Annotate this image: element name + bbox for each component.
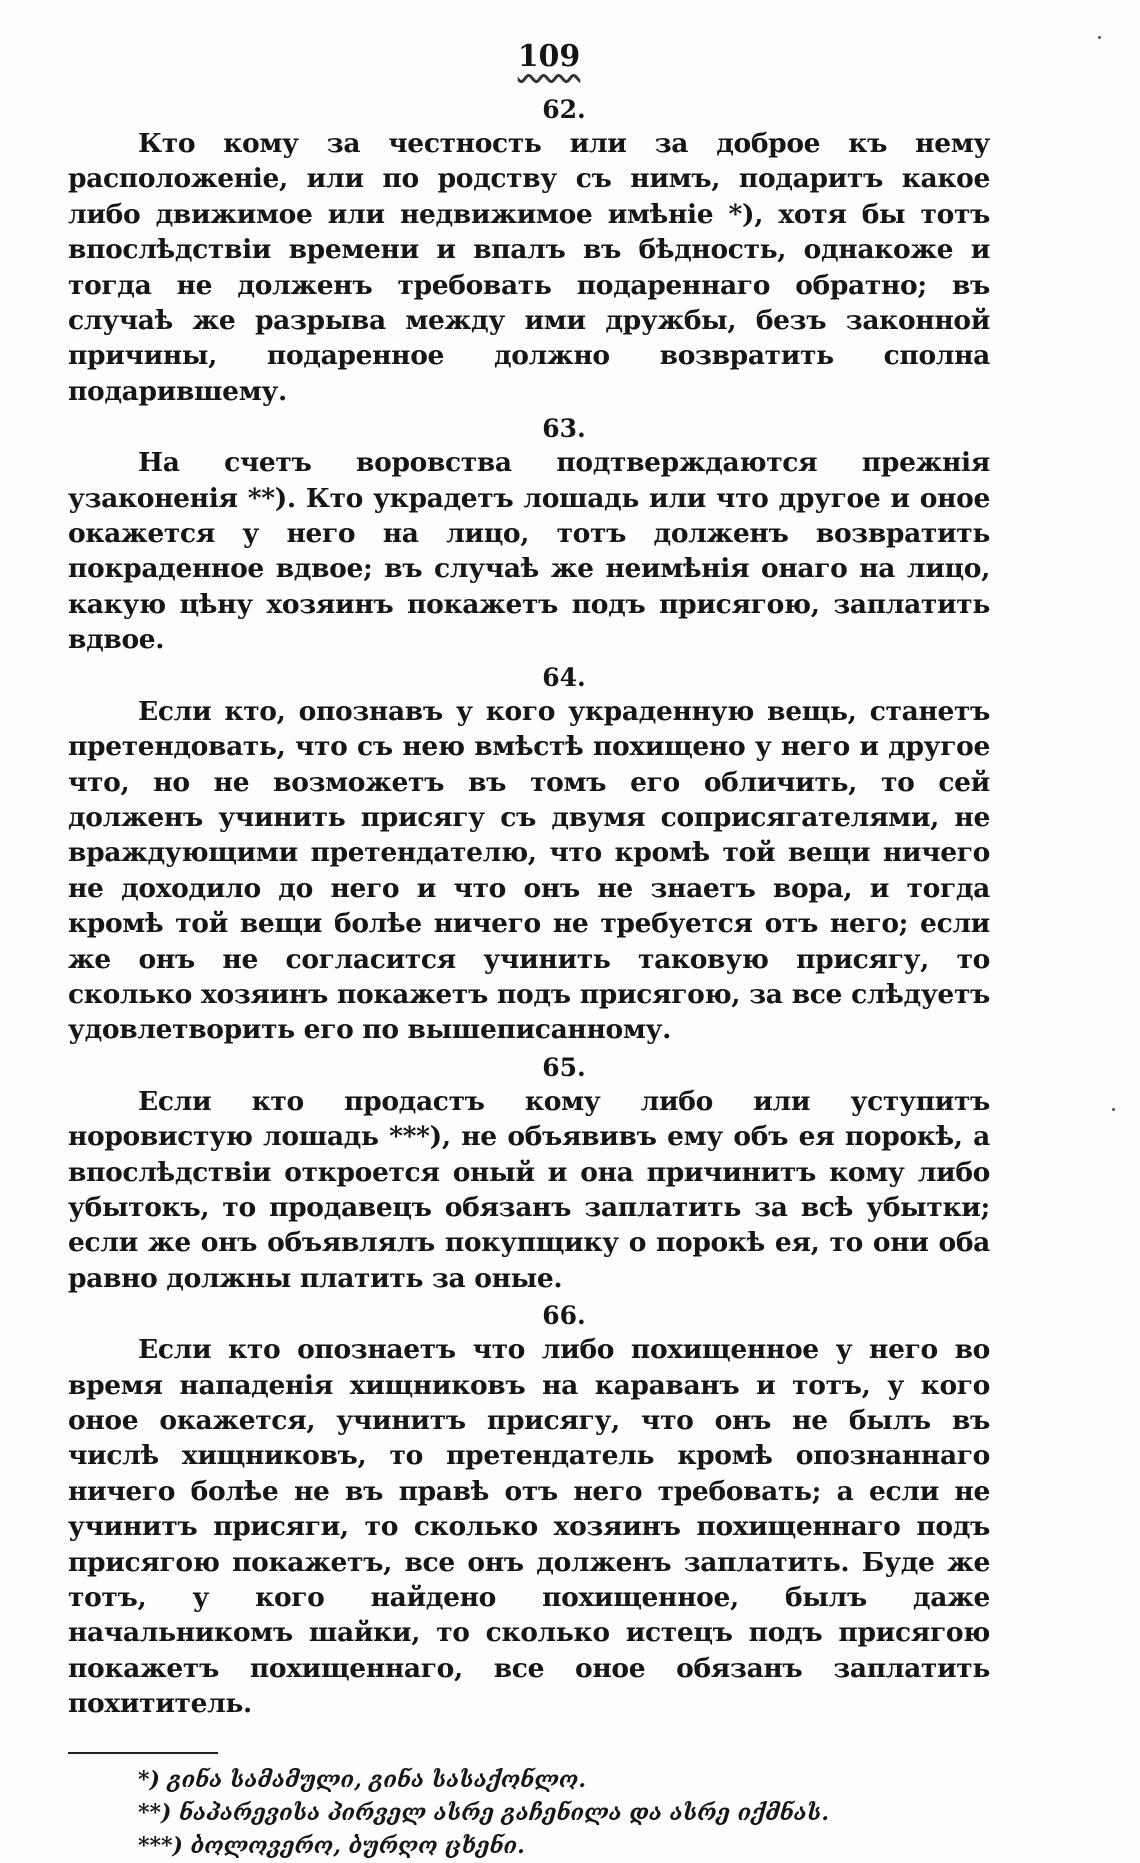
footnotes [68, 1764, 990, 1863]
article-62 [68, 94, 990, 409]
article-number: 64. [542, 662, 586, 692]
article-64 [68, 662, 990, 1048]
page-number: 109 [517, 39, 581, 74]
article-text: Кто кому за честность или за доброе къ нему расположеніе, или по родству съ нимъ, подаритъ какое либо движимое или недвижимое имѣніе *), хотя бы тотъ впослѣдствіи времени и впалъ въ бѣдность, однакоже и тогда не долженъ требовать подареннаго обратно; въ случаѣ же разрыва между ими дружбы, безъ законной причины, подаренное должно возвратить сполна подарившему. [68, 128, 990, 407]
footnote-3: ***) ბოლოვერო, ბურღო ცხენი. [138, 1832, 525, 1859]
article-66 [68, 1300, 990, 1721]
footnote-1: *) გინა სამამული, გინა სასაქონლო. [138, 1766, 586, 1793]
document-page [68, 38, 990, 1863]
article-number: 65. [542, 1052, 586, 1082]
article-number: 63. [542, 414, 586, 444]
article-text: На счетъ воровства подтверждаются прежнія узаконенія **). Кто украдетъ лошадь или что другое и оное окажется у него на лицо, тотъ долженъ возвратить покраденное вдвое; въ случаѣ же неимѣнія онаго на лицо, какую цѣну хозяинъ покажетъ подъ присягою, заплатить вдвое. [68, 447, 990, 656]
article-text: Если кто, опознавъ у кого украденную вещь, станетъ претендовать, что съ нею вмѣстѣ похищено у него и другое что, но не возможетъ въ томъ его обличить, то сей долженъ учинить присягу съ двумя соприсягателями, не враждующими претендателю, что кромѣ той вещи ничего не доходило до него и что онъ не знаетъ вора, и тогда кромѣ той вещи болѣе ничего не требуется отъ него; если же онъ не согласится учинить таковую присягу, то сколько хозяинъ покажетъ подъ присягою, за все слѣдуетъ удовлетворить его по вышеписанному. [68, 695, 990, 1046]
footnote-divider [68, 1752, 218, 1754]
article-text: Если кто продастъ кому либо или уступитъ норовистую лошадь ***), не объявивъ ему объ ея порокѣ, а впослѣдствіи откроется оный и она причинитъ кому либо убытокъ, то продавецъ обязанъ заплатить за всѣ убытки; если же онъ объявлялъ покупщику о порокѣ ея, то они оба равно должны платить за оные. [68, 1085, 990, 1294]
footnote-2: **) ნაპარევისა პირველ ასრე გაჩენილა და ასრე იქმნას. [138, 1799, 829, 1826]
scan-speck [1112, 1108, 1115, 1111]
article-63 [68, 413, 990, 657]
article-number: 66. [542, 1301, 586, 1331]
scan-speck [1098, 36, 1101, 39]
article-65 [68, 1052, 990, 1296]
article-text: Если кто опознаетъ что либо похищенное у него во время нападенія хищниковъ на караванъ и тотъ, у кого оное окажется, учинитъ присягу, что онъ не былъ въ числѣ хищниковъ, то претендатель кромѣ опознаннаго ничего болѣе не въ правѣ отъ него требовать; а если не учинитъ присяги, то сколько хозяинъ похищеннаго подъ присягою покажетъ, все онъ долженъ заплатить. Буде же тотъ, у кого найдено похищенное, былъ даже начальникомъ шайки, то сколько истецъ подъ присягою покажетъ похищеннаго, все оное обязанъ заплатить похититель. [68, 1334, 990, 1720]
article-number: 62. [542, 95, 586, 124]
